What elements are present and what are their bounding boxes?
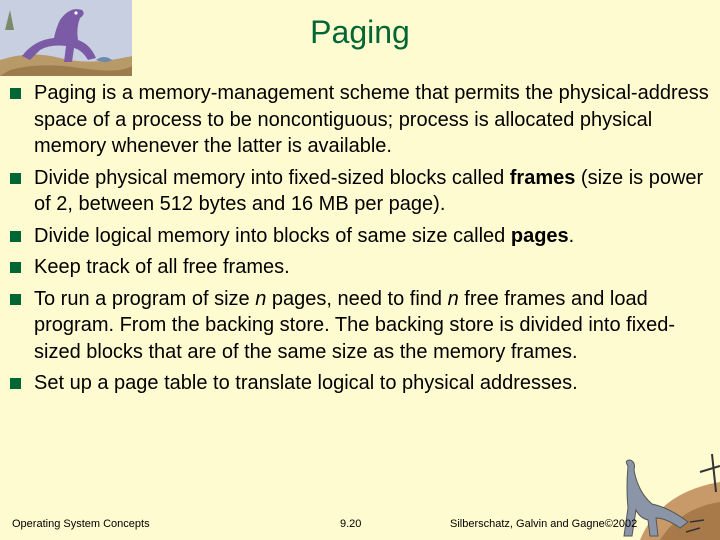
bullet-text: n (255, 287, 267, 310)
bullet-marker-icon (10, 173, 21, 184)
bullet-text: pages, need to find (266, 287, 448, 310)
bullet-text: Paging is a memory-management scheme that permits the physical-address space of a process to be noncontiguous; process is allocated physical memory whenever the latter is available. (34, 82, 709, 157)
bullet-text: Divide physical memory into fixed-sized blocks called (34, 166, 510, 189)
bullet-text: Keep track of all free frames. (34, 256, 290, 278)
footer-course: Operating System Concepts (12, 518, 150, 530)
bullet-marker-icon (10, 294, 21, 305)
footer-authors: Silberschatz, Galvin and Gagne©2002 (450, 518, 638, 530)
slide-title: Paging (310, 14, 410, 50)
bullet-item (10, 165, 710, 218)
bullet-text: n (447, 287, 459, 310)
bullet-text: (size is power of 2, between 512 bytes and 16 MB per page). (34, 166, 704, 215)
bullet-item (10, 286, 710, 366)
bullet-item (10, 254, 710, 281)
bullet-marker-icon (10, 88, 21, 99)
bullet-marker-icon (10, 262, 21, 273)
bullet-text: Set up a page table to translate logical to physical addresses. (34, 372, 578, 394)
bullet-list (10, 80, 710, 402)
bullet-text: frames (509, 166, 576, 189)
bullet-text: To run a program of size (34, 287, 256, 310)
bullet-text: . (568, 224, 575, 247)
bullet-marker-icon (10, 378, 21, 389)
bullet-marker-icon (10, 231, 21, 242)
bullet-item (10, 80, 710, 160)
bullet-item (10, 223, 710, 250)
bullet-item (10, 370, 710, 397)
bullet-text: pages (510, 224, 569, 247)
footer-page-number: 9.20 (340, 518, 362, 530)
bullet-text: free frames and load program. From the backing store. The backing store is divided into fixed-sized blocks that are of the same size as the memory frames. (34, 287, 676, 363)
bullet-text: Divide logical memory into blocks of same size called (34, 224, 511, 247)
